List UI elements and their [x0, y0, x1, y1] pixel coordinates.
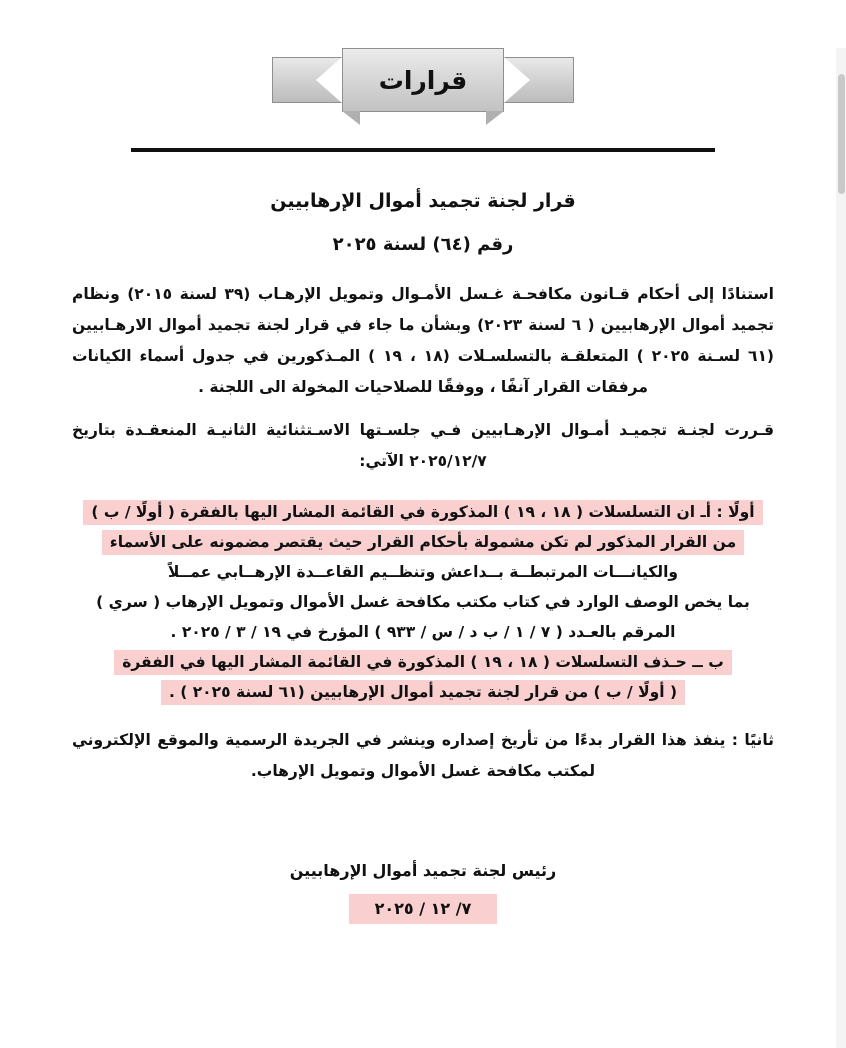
ribbon-tail-left — [504, 57, 574, 103]
signature-title: رئيس لجنة تجميد أموال الإرهابيين — [289, 861, 557, 880]
document-page — [0, 48, 846, 1048]
ribbon-label: قرارات — [378, 65, 468, 95]
scrollbar-thumb[interactable] — [838, 74, 845, 194]
paragraph-preamble: استنادًا إلى أحكام قـانون مكافحـة غـسل الأمـوال وتمويل الإرهـاب (٣٩ لسنة ٢٠١٥) ونظام تجميد أموال الإرهابيين ( ٦ لسنة ٢٠٢٣) وبشأن ما جاء في قرار لجنة تجميد أموال الارهـابيين (٦١ لسـنة ٢٠٢٥ ) المتعلقـة بالتسلسـلات (١٨ ، ١٩ ) المـذكورين في جدول أسماء الكيانات مرفقات القرار آنفًا ، ووفقًا للصلاحيات المخولة الى اللجنة . — [72, 285, 774, 396]
highlighted-text: ( أولًا / ب ) من قرار لجنة تجميد أموال الإرهابيين (٦١ لسنة ٢٠٢٥ ) . — [161, 680, 685, 705]
signature-block — [72, 861, 774, 924]
highlighted-text: ب ــ حـذف التسلسلات ( ١٨ ، ١٩ ) المذكورة في القائمة المشار اليها في الفقرة — [114, 650, 732, 675]
spacer — [72, 405, 774, 415]
vertical-scrollbar[interactable] — [836, 48, 846, 1048]
ribbon-tail-right — [272, 57, 342, 103]
body-line-2: بما يخص الوصف الوارد في كتاب مكتب مكافحة غسل الأموال وتمويل الإرهاب ( سري ) — [96, 593, 750, 611]
document-body — [72, 279, 774, 787]
paragraph-final: ثانيًا : ينفذ هذا القرار بدءًا من تأريخ إصداره وينشر في الجريدة الرسمية والموقع الإلكتروني لمكتب مكافحة غسل الأموال وتمويل الإرهاب. — [72, 731, 774, 780]
highlighted-text: من القرار المذكور لم تكن مشمولة بأحكام القرار حيث يقتصر مضمونه على الأسماء — [102, 530, 744, 555]
decision-number: رقم (٦٤) لسنة ٢٠٢٥ — [332, 234, 514, 255]
highlighted-line-3 — [72, 647, 774, 677]
ribbon-center — [342, 48, 504, 112]
ribbon-fold-right — [486, 111, 504, 125]
signature-date: ٧/ ١٢ / ٢٠٢٥ — [349, 894, 498, 924]
highlighted-line-4 — [72, 677, 774, 707]
header-divider — [131, 148, 715, 152]
spacer — [72, 479, 774, 497]
ribbon-fold-left — [342, 111, 360, 125]
highlighted-line-2 — [72, 527, 774, 557]
ribbon-banner — [72, 48, 774, 112]
body-line-3: المرقم بالعـدد ( ٧ / ١ / ب د / س / ٩٣٣ ) المؤرخ في ١٩ / ٣ / ٢٠٢٥ . — [170, 623, 676, 641]
highlighted-text: أولًا : أـ ان التسلسلات ( ١٨ ، ١٩ ) المذكورة في القائمة المشار اليها بالفقرة ( أولًا / ب ) — [83, 500, 762, 525]
paragraph-decision-intro: قـررت لجنـة تجميـد أمـوال الإرهـابيين فـي جلسـتها الاسـتثنائية الثانيـة المنعقـدة بتاريخ ٢٠٢٥/١٢/٧ الآتي: — [72, 421, 774, 470]
ribbon — [272, 48, 574, 112]
spacer — [72, 707, 774, 725]
highlighted-line-1 — [72, 497, 774, 527]
body-line-1: والكيانـــات المرتبطــة بــداعش وتنظــيم القاعــدة الإرهــابي عمــلاً — [167, 563, 679, 581]
page-title: قرار لجنة تجميد أموال الإرهابيين — [270, 190, 576, 212]
